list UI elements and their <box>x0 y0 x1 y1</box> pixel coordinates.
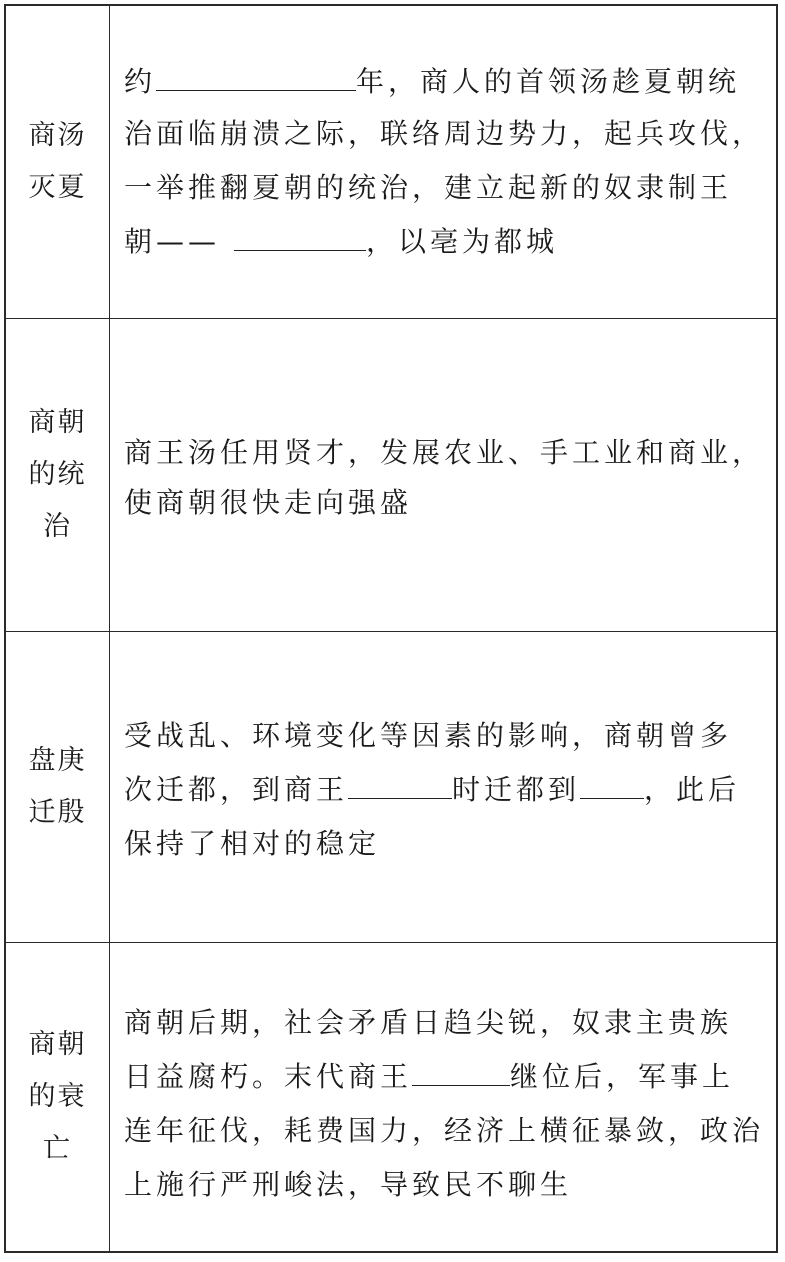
answer-blank[interactable] <box>348 770 452 799</box>
text-line: 治面临崩溃之际，联络周边势力，起兵攻伐， <box>124 117 765 150</box>
table-row <box>6 631 776 942</box>
row-header-label: 商朝的统治 <box>28 407 87 542</box>
text-line: 使商朝很快走向强盛 <box>124 486 413 519</box>
row-content <box>110 943 776 1251</box>
text-line: 日益腐朽。末代商王 继位后，军事上 <box>124 1057 734 1097</box>
text-line: 受战乱、环境变化等因素的影响，商朝曾多 <box>124 719 733 752</box>
table-row <box>6 942 776 1251</box>
row-content <box>110 632 776 942</box>
row-content <box>110 6 776 318</box>
row-header-label: 盘庚迁殷 <box>28 745 87 828</box>
table-row <box>6 6 776 318</box>
row-header <box>6 943 110 1251</box>
row-header-label: 商汤灭夏 <box>28 120 87 203</box>
row-header <box>6 632 110 942</box>
row-header <box>6 6 110 318</box>
answer-blank[interactable] <box>234 222 366 251</box>
answer-blank[interactable] <box>412 1057 510 1086</box>
text-line: 朝—— ，以亳为都城 <box>124 222 558 262</box>
text-line: 保持了相对的稳定 <box>124 827 381 860</box>
text-line: 上施行严刑峻法，导致民不聊生 <box>124 1168 573 1201</box>
row-header <box>6 319 110 631</box>
history-table <box>4 4 778 1253</box>
text-line: 商王汤任用贤才，发展农业、手工业和商业， <box>124 436 765 469</box>
row-header-label: 商朝的衰亡 <box>28 1029 87 1164</box>
answer-blank[interactable] <box>156 62 356 91</box>
text-line: 商朝后期，社会矛盾日趋尖锐，奴隶主贵族 <box>124 1006 733 1039</box>
text-line: 一举推翻夏朝的统治，建立起新的奴隶制王 <box>124 171 733 204</box>
text-line: 约 年，商人的首领汤趁夏朝统 <box>124 62 740 102</box>
text-line: 次迁都，到商王 时迁都到 ，此后 <box>124 770 740 810</box>
text-line: 连年征伐，耗费国力，经济上横征暴敛，政治 <box>124 1114 765 1147</box>
answer-blank[interactable] <box>580 770 644 799</box>
row-content <box>110 319 776 631</box>
table-row <box>6 318 776 631</box>
